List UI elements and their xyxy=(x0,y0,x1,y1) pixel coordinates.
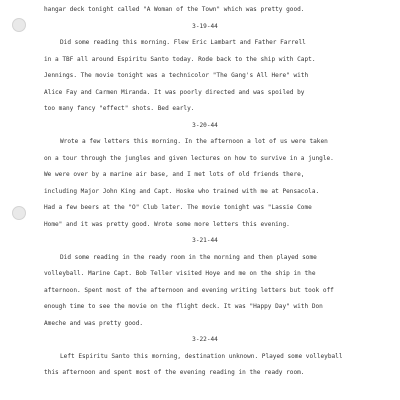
entry-date: 3-19-44 xyxy=(192,22,218,30)
entry-date: 3-21-44 xyxy=(192,237,218,244)
diary-line: volleyball. Marine Capt. Bob Teller visited Hoye and me on the ship in the xyxy=(44,270,316,277)
diary-line: including Major John King and Capt. Hoske who trained with me at Pensacola. xyxy=(44,187,320,195)
diary-line: We were over by a marine air base, and I met lots of old friends there, xyxy=(44,171,305,178)
diary-line: enough time to see the movie on the flight deck. It was "Happy Day" with Don xyxy=(44,303,323,310)
diary-line: Left Espiritu Santo this morning, destination unknown. Played some volleyball xyxy=(60,352,343,360)
diary-line: Home" and it was pretty good. Wrote some more letters this evening. xyxy=(44,220,290,228)
diary-line: Did some reading this morning. Flew Eric Lambart and Father Farrell xyxy=(60,39,306,46)
diary-line: Ameche and was pretty good. xyxy=(44,319,144,327)
diary-line: afternoon. Spent most of the afternoon and evening writing letters but took off xyxy=(44,286,334,294)
punch-hole-top xyxy=(12,18,26,32)
diary-line: too many fancy "effect" shots. Bed early. xyxy=(44,105,195,112)
diary-line: this afternoon and spent most of the evening reading in the ready room. xyxy=(44,369,305,376)
entry-date: 3-22-44 xyxy=(192,336,218,343)
diary-line: Did some reading in the ready room in the morning and then played some xyxy=(60,253,317,261)
diary-line: Wrote a few letters this morning. In the afternoon a lot of us were taken xyxy=(60,138,328,145)
entry-date: 3-20-44 xyxy=(192,121,218,129)
diary-line: Jennings. The movie tonight was a technicolor "The Gang's All Here" with xyxy=(44,72,309,79)
diary-line: hangar deck tonight called "A Woman of the Town" which was pretty good. xyxy=(44,6,305,13)
diary-line: Had a few beers at the "O" Club later. The movie tonight was "Lassie Come xyxy=(44,204,312,211)
diary-line: in a TBF all around Espiritu Santo today. Rode back to the ship with Capt. xyxy=(44,55,316,63)
diary-line: on a tour through the jungles and given lectures on how to survive in a jungle. xyxy=(44,154,334,162)
diary-line: Alice Fay and Carmen Miranda. It was poorly directed and was spoiled by xyxy=(44,88,305,96)
punch-hole-middle xyxy=(12,206,26,220)
diary-text xyxy=(44,2,374,382)
